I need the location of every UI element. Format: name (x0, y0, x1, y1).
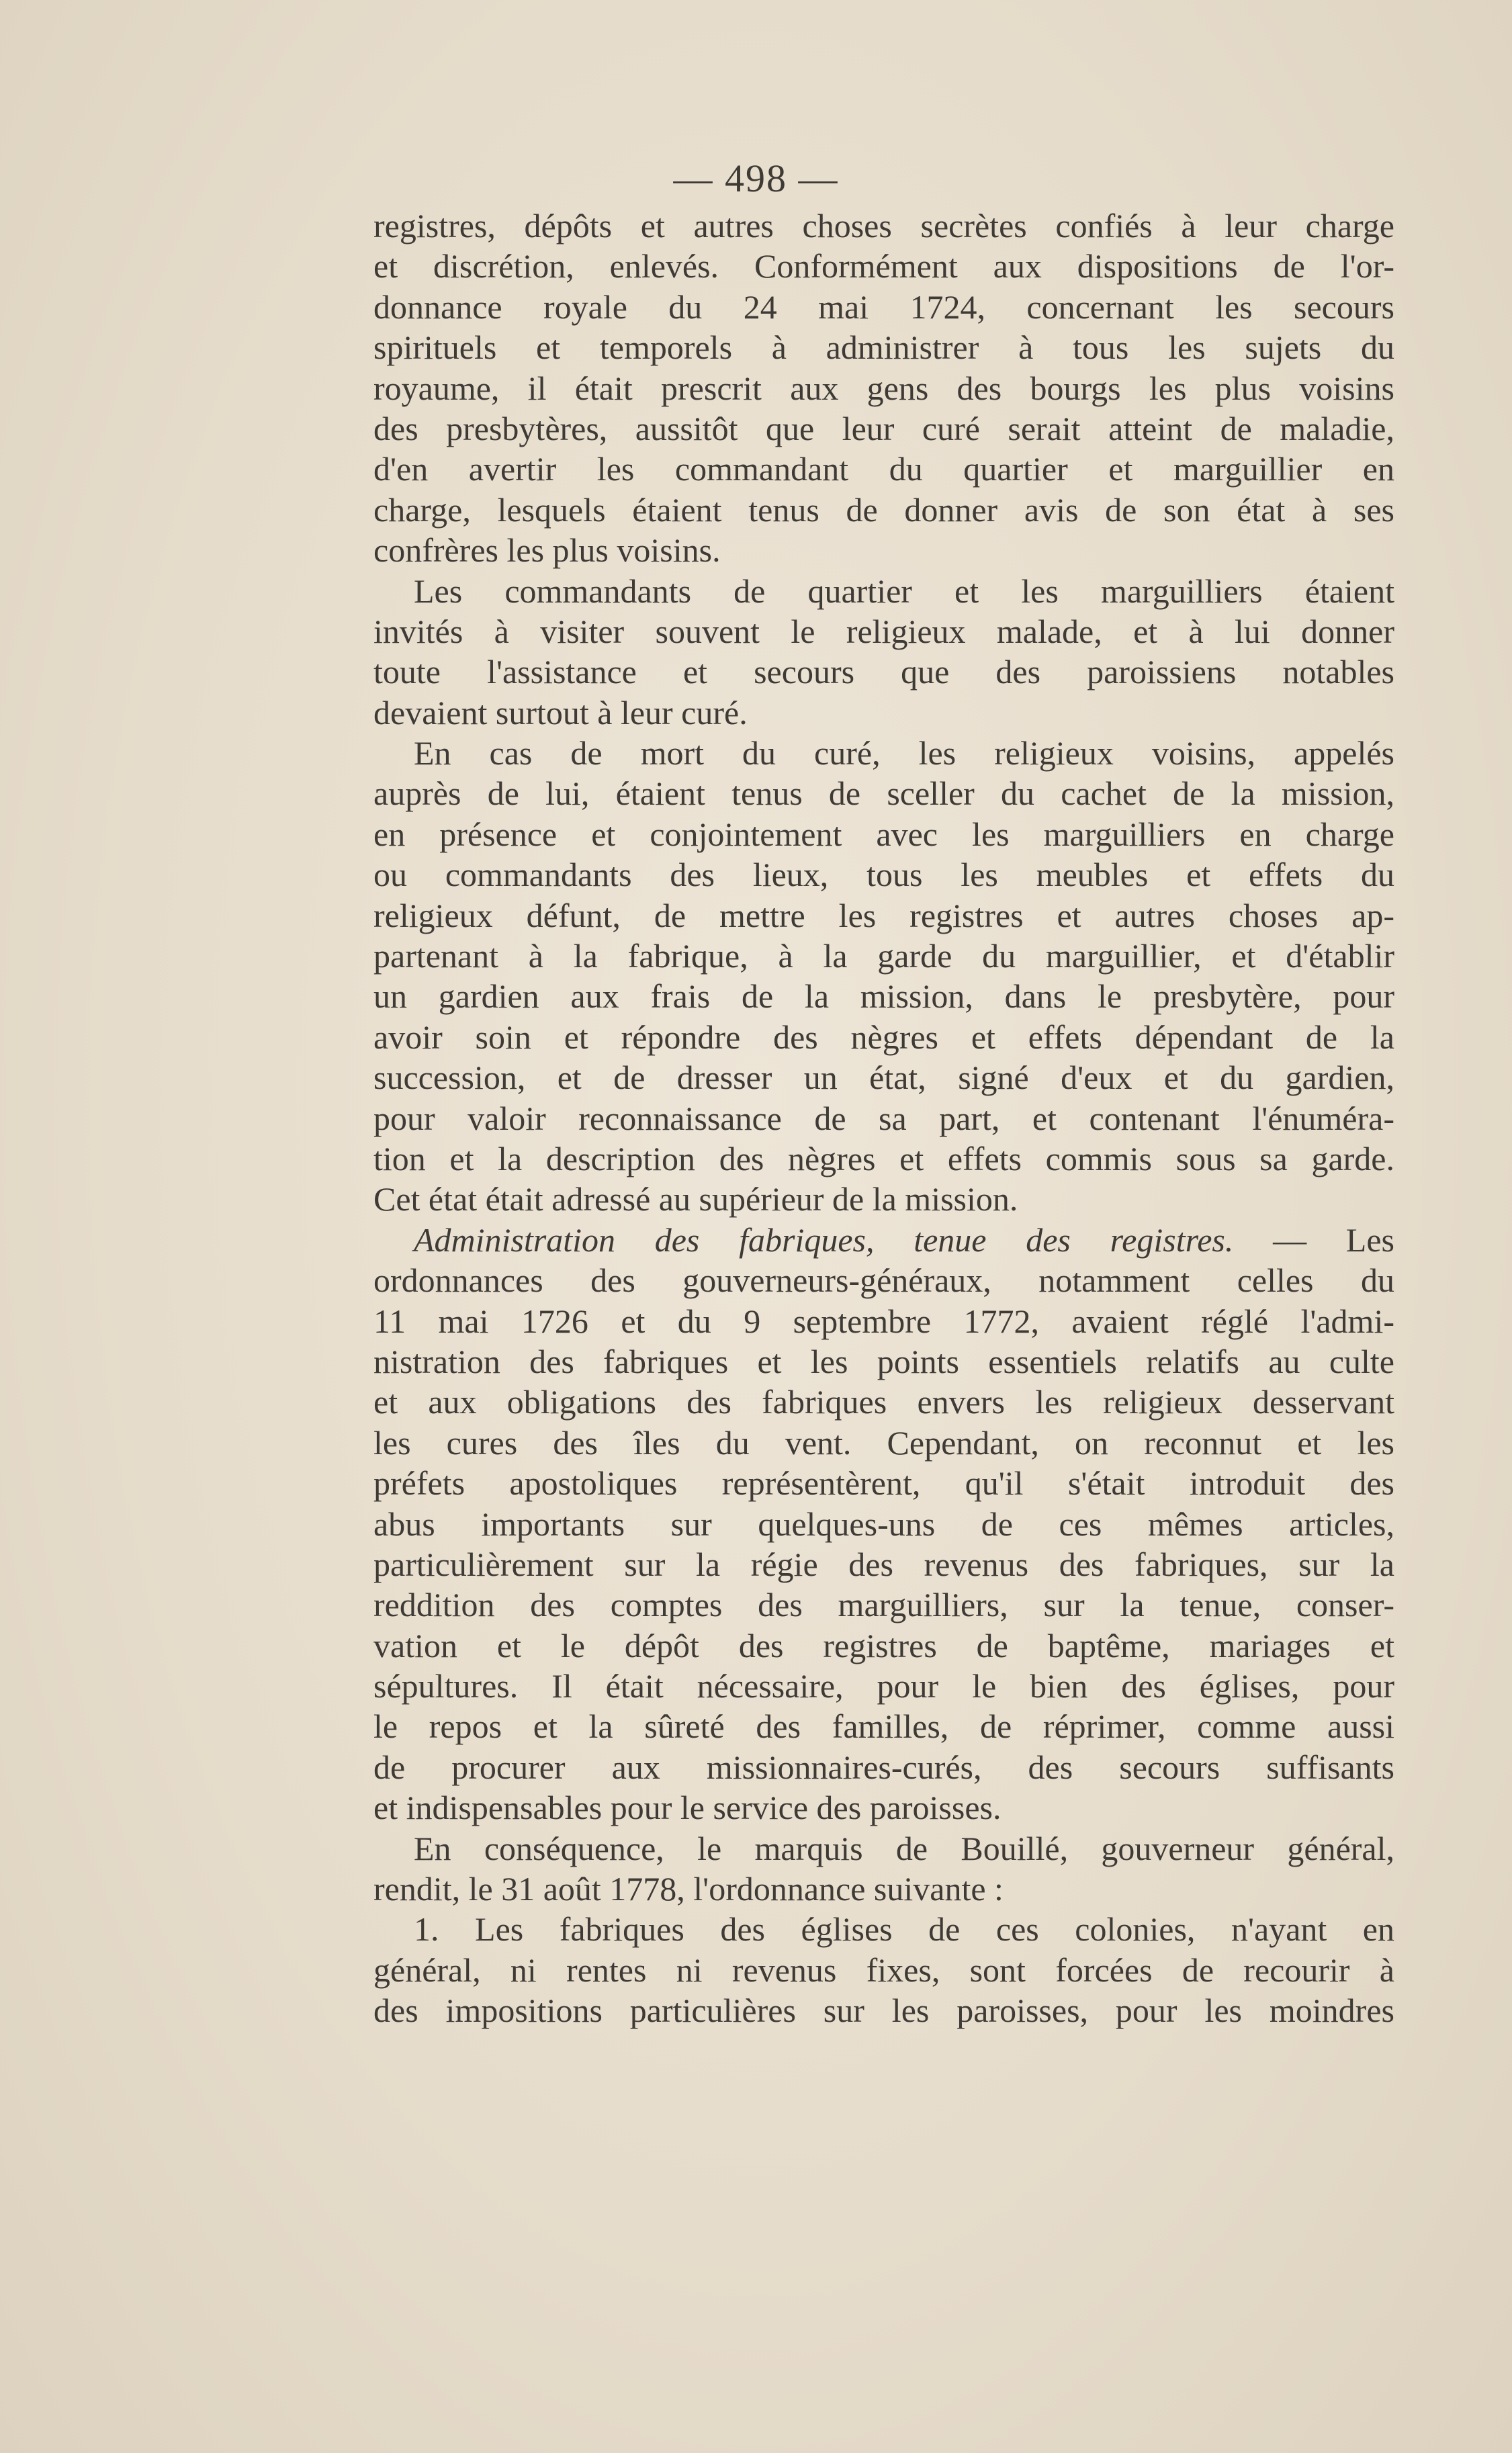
text-line: des presbytères, aussitôt que leur curé serait atteint de maladie, (373, 409, 1394, 447)
text-line: le repos et la sûreté des familles, de réprimer, comme aussi (373, 1707, 1394, 1746)
text-line: royaume, il était prescrit aux gens des bourgs les plus voisins (373, 369, 1394, 407)
text-line: registres, dépôts et autres choses secrètes confiés à leur charge (373, 207, 1394, 244)
text-line: abus importants sur quelques-uns de ces mêmes articles, (373, 1505, 1394, 1543)
text-line: général, ni rentes ni revenus fixes, sont forcées de recourir à (373, 1951, 1394, 1989)
text-line: des impositions particulières sur les paroisses, pour les moindres (373, 1992, 1394, 2030)
text-line: d'en avertir les commandant du quartier et marguillier en (373, 450, 1394, 488)
text-line: nistration des fabriques et les points essentiels relatifs au culte (373, 1342, 1394, 1380)
paragraph-5 (373, 1828, 1394, 1910)
text-line: charge, lesquels étaient tenus de donner avis de son état à ses (373, 490, 1394, 529)
page-number: — 498 — (673, 157, 839, 200)
text-line: et discrétion, enlevés. Conformément aux dispositions de l'or- (373, 247, 1394, 285)
text-line: tion et la description des nègres et effets commis sous sa garde. (373, 1139, 1394, 1177)
paragraph-6 (373, 1909, 1394, 2031)
text-line: spirituels et temporels à administrer à tous les sujets du (373, 328, 1394, 367)
text-line: particulièrement sur la régie des revenus des fabriques, sur la (373, 1545, 1394, 1583)
text-line: de procurer aux missionnaires-curés, des secours suffisants (373, 1748, 1394, 1786)
text-line: auprès de lui, étaient tenus de sceller du cachet de la mission, (373, 774, 1394, 813)
paragraph-1 (373, 206, 1394, 571)
text-line: religieux défunt, de mettre les registres et autres choses ap- (373, 896, 1394, 934)
text-line: sépultures. Il était nécessaire, pour le bien des églises, pour (373, 1667, 1394, 1705)
text-line: en présence et conjointement avec les marguilliers en charge (373, 815, 1394, 853)
paragraph-4 (373, 1220, 1394, 1828)
text-line: toute l'assistance et secours que des paroissiens notables (373, 653, 1394, 691)
text-line: avoir soin et répondre des nègres et effets dépendant de la (373, 1018, 1394, 1056)
text-line: Les commandants de quartier et les marguilliers étaient (414, 572, 1394, 610)
text-line: succession, et de dresser un état, signé d'eux et du gardien, (373, 1059, 1394, 1097)
text-fragment: — Les (1273, 1220, 1394, 1259)
text-line: donnance royale du 24 mai 1724, concernant les secours (373, 287, 1394, 326)
text-line: 11 mai 1726 et du 9 septembre 1772, avaient réglé l'admi- (373, 1302, 1394, 1340)
text-line: rendit, le 31 août 1778, l'ordonnance suivante : (373, 1870, 1004, 1908)
paragraph-2 (373, 571, 1394, 733)
paragraph-3 (373, 733, 1394, 1220)
text-line: un gardien aux frais de la mission, dans le presbytère, pour (373, 977, 1394, 1016)
text-line: vation et le dépôt des registres de baptême, mariages et (373, 1626, 1394, 1664)
text-line: En cas de mort du curé, les religieux voisins, appelés (414, 734, 1394, 772)
text-line: confrères les plus voisins. (373, 531, 721, 570)
text-line: devaient surtout à leur curé. (373, 693, 748, 731)
text-line: ordonnances des gouverneurs-généraux, notamment celles du (373, 1261, 1394, 1300)
text-line: et aux obligations des fabriques envers les religieux desservant (373, 1383, 1394, 1421)
text-line: pour valoir reconnaissance de sa part, et contenant l'énuméra- (373, 1099, 1394, 1137)
text-line: reddition des comptes des marguilliers, sur la tenue, conser- (373, 1586, 1394, 1624)
text-line: En conséquence, le marquis de Bouillé, gouverneur général, (414, 1829, 1394, 1867)
text-line (373, 1220, 1394, 1260)
text-column (373, 206, 1394, 2031)
section-heading: Administration des fabriques, tenue des registres. (414, 1220, 1234, 1259)
text-line: invités à visiter souvent le religieux malade, et à lui donner (373, 612, 1394, 650)
text-line: ou commandants des lieux, tous les meubles et effets du (373, 856, 1394, 894)
text-line: et indispensables pour le service des paroisses. (373, 1789, 1002, 1827)
text-line: préfets apostoliques représentèrent, qu'il s'était introduit des (373, 1464, 1394, 1503)
text-line: partenant à la fabrique, à la garde du marguillier, et d'établir (373, 937, 1394, 975)
text-line: Cet état était adressé au supérieur de la mission. (373, 1180, 1018, 1218)
text-line: 1. Les fabriques des églises de ces colonies, n'ayant en (414, 1910, 1394, 1949)
text-line: les cures des îles du vent. Cependant, on reconnut et les (373, 1423, 1394, 1462)
